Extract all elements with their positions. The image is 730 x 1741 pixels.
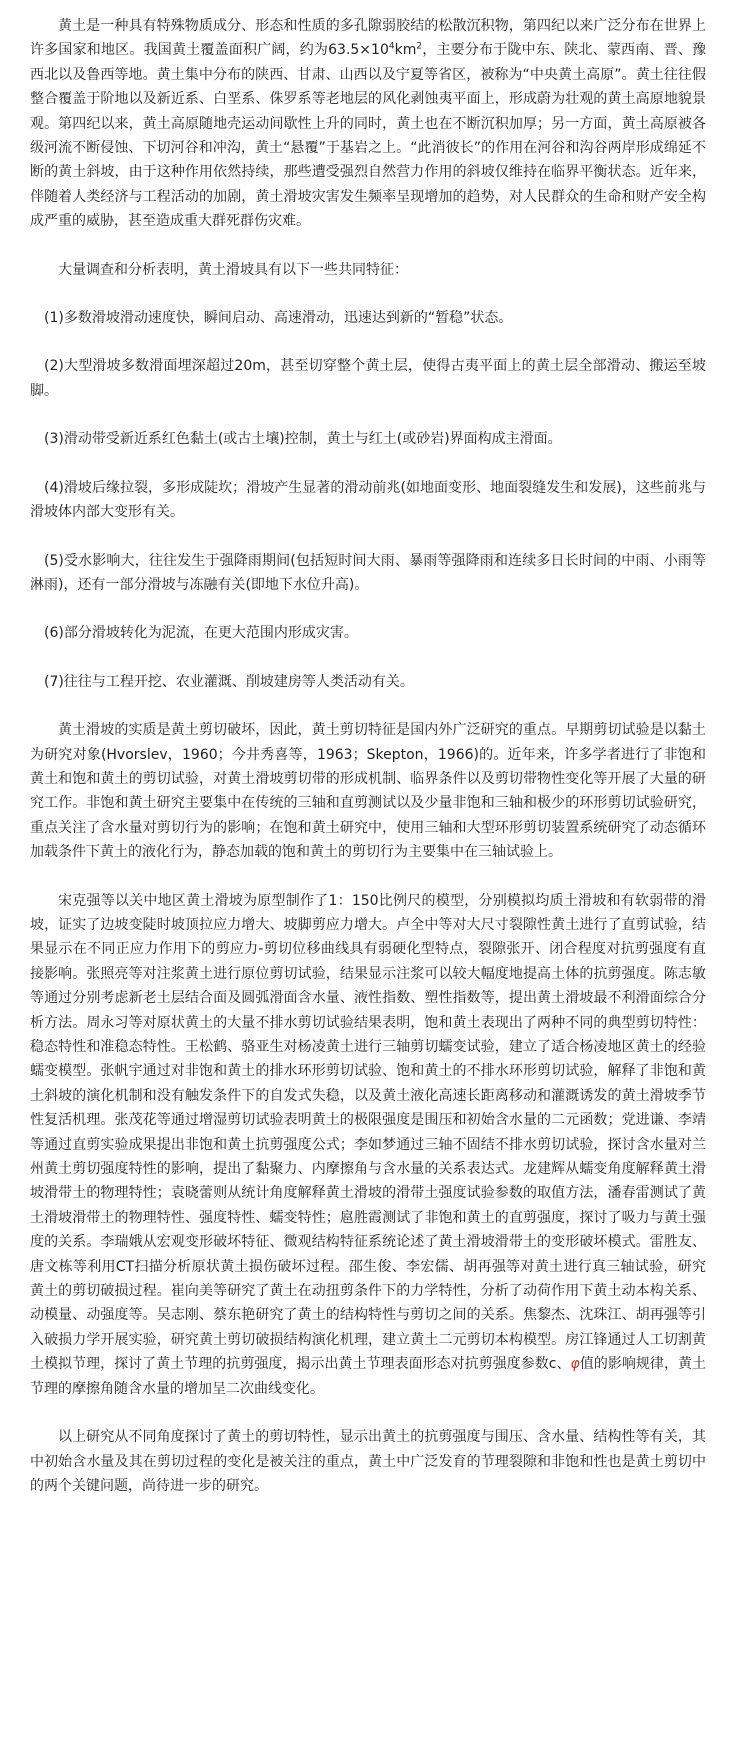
research-text-part1: 宋克强等以关中地区黄土滑坡为原型制作了1：150比例尺的模型，分别模拟均质土滑坡和有软弱带的滑坡，证实了边坡变陡时坡顶拉应力增大、坡脚剪应力增大。卢全中等对大尺寸裂隙性黄土进行了直剪试验，结果显示在不同正应力作用下的剪应力-剪切位移曲线具有弱硬化型特点，裂隙张开、闭合程度对抗剪强度有直接影响。张照亮等对注浆黄土进行原位剪切试验，结果显示注浆可以较大幅度地提高土体的抗剪强度。陈志敏等通过分别考虑新老土层结合面及圆弧滑面含水量、液性指数、塑性指数等，提出黄土滑坡最不利滑面综合分析方法。周永习等对原状黄土的大量不排水剪切试验结果表明，饱和黄土表现出了两种不同的典型剪切特性：稳态特性和准稳态特性。王松鹤、骆亚生对杨凌黄土进行三轴剪切蠕变试验，建立了适合杨凌地区黄土的经验蠕变模型。张帆宇通过对非饱和黄土的排水环形剪切试验、饱和黄土的不排水环形剪切试验，解释了非饱和黄土斜坡的演化机制和没有触发条件下的自发式失稳，以及黄土液化高速长距离移动和灌溉诱发的黄土滑坡季节性复活机理。张茂花等通过增湿剪切试验表明黄土的极限强度是围压和初始含水量的二元函数；党进谦、李靖等通过直剪实验成果提出非饱和黄土抗剪强度公式；李如梦通过三轴不固结不排水剪切试验，探讨含水量对兰州黄土剪切强度特性的影响，提出了黏聚力、内摩擦角与含水量的关系表达式。龙建辉从蠕变角度解释黄土滑坡滑带土的物理特性；袁晓蕾则从统计角度解释黄土滑坡的滑带土强度试验参数的取值方法，潘春雷测试了黄土滑坡滑带土的物理特性、强度特性、蠕变特性；扈胜霞测试了非饱和黄土的直剪强度，探讨了吸力与黄土强度的关系。李瑞娥从宏观变形破坏特征、微观结构特征系统论述了黄土滑坡滑带土的变形破坏模式。雷胜友、唐文栋等利用CT扫描分析原状黄土损伤破坏过程。邵生俊、李宏儒、胡再强等对黄土进行真三轴试验，研究黄土的剪切破损过程。崔向美等研究了黄土在动扭剪条件下的力学特性，分析了动荷作用下黄土动本构关系、动模量、动强度等。吴志刚、蔡东艳研究了黄土的结构特性与剪切之间的关系。焦黎杰、沈珠江、胡再强等引入破损力学开展实验，研究黄土剪切破损结构演化机理，建立黄土二元剪切本构模型。房江锋通过人工切割黄土模拟节理，探讨了黄土节理的抗剪强度，揭示出黄土节理表面形态对抗剪强度参数c、 xyxy=(30,892,706,1373)
research-text-part2: 值的影响规律，黄土节理的摩擦角随含水量的增加呈二次曲线变化。 xyxy=(30,1356,706,1397)
area-exponent: 4 xyxy=(388,41,395,52)
intro-text-unit: km xyxy=(394,42,417,59)
feature-item-7: (7)往往与工程开挖、农业灌溉、削坡建房等人类活动有关。 xyxy=(44,673,414,690)
feature-item-1: (1)多数滑坡滑动速度快，瞬间启动、高速滑动，迅速达到新的“暂稳”状态。 xyxy=(44,310,513,327)
phi-symbol: φ xyxy=(570,1356,580,1373)
conclusion-paragraph: 以上研究从不同角度探讨了黄土的剪切特性，显示出黄土的抗剪强度与围压、含水量、结构性等有关，其中初始含水量及其在剪切过程的变化是被关注的重点，黄土中广泛发育的节理裂隙和非饱和性也是黄土剪切中的两个关键问题，尚待进一步的研究。 xyxy=(30,1429,706,1494)
intro-text-part3: ，主要分布于陇中东、陕北、蒙西南、晋、豫西北以及鲁西等地。黄土集中分布的陕西、甘肃、山西以及宁夏等省区，被称为“中央黄土高原”。黄土往往假整合覆盖于阶地以及新近系、白垩系、侏罗系等老地层的风化剥蚀夷平面上，形成蔚为壮观的黄土高原地貌景观。第四纪以来，黄土高原随地壳运动间歇性上升的同时，黄土也在不断沉积加厚；另一方面，黄土高原被各级河流不断侵蚀、下切河谷和冲沟，黄土“悬覆”于基岩之上。“此消彼长”的作用在河谷和沟谷两岸形成绵延不断的黄土斜坡，由于这种作用依然持续，那些遭受强烈自然营力作用的斜坡仅维持在临界平衡状态。近年来，伴随着人类经济与工程活动的加剧，黄土滑坡灾害发生频率呈现增加的趋势，对人民群众的生命和财产安全构成严重的威胁，甚至造成重大群死群伤灾难。 xyxy=(30,42,707,230)
feature-item-2: (2)大型滑坡多数滑面埋深超过20m，甚至切穿整个黄土层，使得古夷平面上的黄土层全部滑动、搬运至坡脚。 xyxy=(30,358,706,399)
shear-intro-paragraph: 黄土滑坡的实质是黄土剪切破坏，因此，黄土剪切特征是国内外广泛研究的重点。早期剪切试验是以黏土为研究对象(Hvorslev，1960；今井秀喜等，1963；Skepton，1966)的。近年来，许多学者进行了非饱和黄土和饱和黄土的剪切试验，对黄土滑坡剪切带的形成机制、临界条件以及剪切带物性变化等开展了大量的研究工作。非饱和黄土研究主要集中在传统的三轴和直剪测试以及少量非饱和三轴和极少的环形剪切试验研究，重点关注了含水量对剪切行为的影响；在饱和黄土研究中，使用三轴和大型环形剪切装置系统研究了动态循环加载条件下黄土的液化行为，静态加载的饱和黄土的剪切行为主要集中在三轴试验上。 xyxy=(30,722,706,861)
features-lead-paragraph: 大量调查和分析表明，黄土滑坡具有以下一些共同特征： xyxy=(58,261,408,278)
unit-exponent: 2 xyxy=(416,41,423,52)
research-paragraph xyxy=(30,889,706,1402)
feature-item-6: (6)部分滑坡转化为泥流，在更大范围内形成灾害。 xyxy=(44,625,358,642)
intro-paragraph xyxy=(30,14,706,234)
feature-item-3: (3)滑动带受新近系红色黏土(或古土壤)控制，黄土与红土(或砂岩)界面构成主滑面。 xyxy=(44,431,562,448)
feature-item-4: (4)滑坡后缘拉裂，多形成陡坎；滑坡产生显著的滑动前兆(如地面变形、地面裂缝发生和发展)，这些前兆与滑坡体内部大变形有关。 xyxy=(30,479,706,521)
intro-text-part1: 黄土是一种具有特殊物质成分、形态和性质的多孔隙弱胶结的松散沉积物，第四纪以来广泛分布在世界上许多国家和地区。我国黄土覆盖面积广阔，约为63.5×10 xyxy=(30,18,706,59)
feature-item-5: (5)受水影响大，往往发生于强降雨期间(包括短时间大雨、暴雨等强降雨和连续多日长时间的中雨、小雨等淋雨)，还有一部分滑坡与冻融有关(即地下水位升高)。 xyxy=(30,552,706,593)
